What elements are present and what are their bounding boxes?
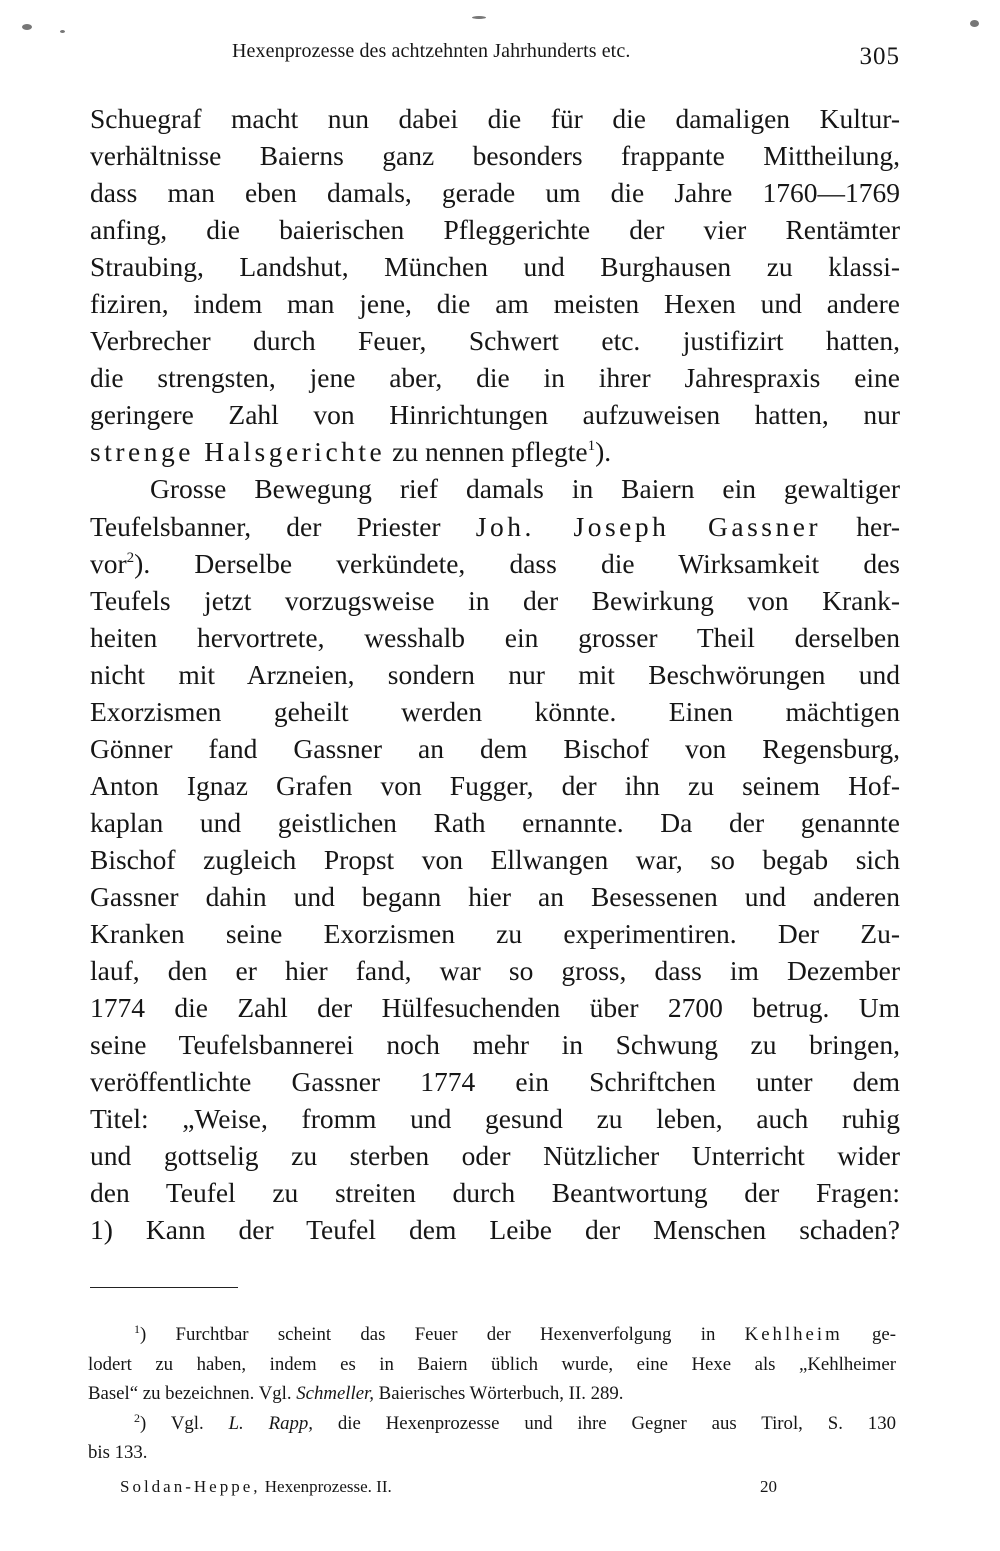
text-run: ) Furchtbar scheint das Feuer der Hexenverfolgung in (140, 1324, 745, 1345)
text-line: kaplan und geistlichen Rath ernannte. Da der genannte (90, 806, 900, 838)
text-run: ). Derselbe verkündete, dass die Wirksamkeit des (134, 547, 900, 579)
print-speck (472, 16, 486, 19)
spaced-emphasis: Kehlheim (744, 1324, 843, 1345)
text-line: verhältnisse Baierns ganz besonders frappante Mittheilung, (90, 140, 900, 172)
page-number: 305 (859, 43, 900, 70)
footnote-line (88, 1379, 896, 1409)
text-line: den Teufel zu streiten durch Beantwortung der Fragen: (90, 1177, 900, 1209)
italic-citation: Schmeller, (296, 1383, 374, 1404)
text-line: anfing, die baierischen Pfleggerichte der vier Rentämter (90, 214, 900, 246)
footnote-line (88, 1320, 896, 1350)
spaced-emphasis: Joh. Joseph Gassner (475, 510, 822, 542)
text-line: seine Teufelsbannerei noch mehr in Schwung zu bringen, (90, 1029, 900, 1061)
text-run: vor (90, 547, 127, 579)
text-line: nicht mit Arzneien, sondern nur mit Beschwörungen und (90, 658, 900, 690)
footnotes (88, 1320, 896, 1468)
text-line: Gönner fand Gassner an dem Bischof von Regensburg, (90, 732, 900, 764)
sheet-number: 20 (760, 1477, 777, 1496)
text-line: lauf, den er hier fand, war so gross, dass im Dezember (90, 955, 900, 987)
text-line (90, 433, 900, 470)
text-line: die strengsten, jene aber, die in ihrer Jahrespraxis eine (90, 362, 900, 394)
text-line: Titel: „Weise, fromm und gesund zu leben, auch ruhig (90, 1103, 900, 1135)
footnote-line: lodert zu haben, indem es in Baiern üblich wurde, eine Hexe als „Kehlheimer (88, 1353, 896, 1375)
text-line: heiten hervortrete, wesshalb ein grosser Theil derselben (90, 621, 900, 653)
print-speck (970, 20, 979, 27)
signature-line (120, 1474, 820, 1500)
text-line: Teufels jetzt vorzugsweise in der Bewirkung von Krank- (90, 584, 900, 616)
text-run: ). (595, 436, 612, 468)
text-line: dass man eben damals, gerade um die Jahre 1760—1769 (90, 177, 900, 209)
footnote-divider (90, 1287, 238, 1288)
text-line (90, 545, 900, 582)
text-run: ) Vgl. (140, 1412, 229, 1434)
body-text (90, 100, 900, 1248)
text-run: die Hexenprozesse und ihre Gegner aus Tirol, S. 130 (312, 1412, 896, 1434)
text-run: Basel“ zu bezeichnen. Vgl. (88, 1383, 297, 1404)
text-line: geringere Zahl von Hinrichtungen aufzuweisen hatten, nur (90, 399, 900, 431)
text-line (90, 508, 900, 545)
text-line: Schuegraf macht nun dabei die für die damaligen Kultur- (90, 103, 900, 134)
text-line: Straubing, Landshut, München und Burghausen zu klassi- (90, 251, 900, 283)
print-speck (60, 30, 65, 33)
footnote-line: bis 133. (88, 1442, 148, 1463)
text-line: 1) Kann der Teufel dem Leibe der Menschen schaden? (90, 1214, 900, 1246)
running-title: Hexenprozesse des achtzehnten Jahrhunderts etc. (232, 40, 631, 62)
text-line: Verbrecher durch Feuer, Schwert etc. justifizirt hatten, (90, 325, 900, 357)
footnote-ref[interactable]: 1 (587, 438, 596, 455)
print-speck (22, 24, 32, 30)
text-line: fiziren, indem man jene, die am meisten Hexen und andere (90, 288, 900, 320)
signature-label-rest: Hexenprozesse. II. (260, 1477, 392, 1496)
text-line: Gassner dahin und begann hier an Besessenen und anderen (90, 880, 900, 912)
footnote-ref[interactable]: 2 (126, 549, 135, 566)
italic-citation: L. Rapp, (228, 1412, 313, 1434)
text-line: Bischof zugleich Propst von Ellwangen war, so begab sich (90, 843, 900, 875)
text-run: ge- (842, 1324, 896, 1345)
footnote-mark: 2 (134, 1410, 140, 1425)
signature-label: Soldan-Heppe, (120, 1477, 261, 1496)
text-line: und gottselig zu sterben oder Nützlicher Unterricht wider (90, 1140, 900, 1172)
text-line: Grosse Bewegung rief damals in Baiern ein gewaltiger (150, 473, 900, 505)
text-line: 1774 die Zahl der Hülfesuchenden über 2700 betrug. Um (90, 992, 900, 1024)
text-line: Anton Ignaz Grafen von Fugger, der ihn zu seinem Hof- (90, 769, 900, 801)
text-run: Baierisches Wörterbuch, II. 289. (373, 1383, 624, 1404)
text-line: Kranken seine Exorzismen zu experimentiren. Der Zu- (90, 918, 900, 950)
text-line: Exorzismen geheilt werden könnte. Einen mächtigen (90, 695, 900, 727)
text-run: her- (821, 510, 900, 542)
footnote-line (88, 1409, 896, 1439)
text-run: Teufelsbanner, der Priester (90, 510, 476, 542)
text-run: zu nennen pflegte (385, 436, 588, 468)
text-line: veröffentlichte Gassner 1774 ein Schriftchen unter dem (90, 1066, 900, 1098)
spaced-emphasis: strenge Halsgerichte (90, 436, 386, 468)
footnote-mark: 1 (134, 1322, 140, 1336)
